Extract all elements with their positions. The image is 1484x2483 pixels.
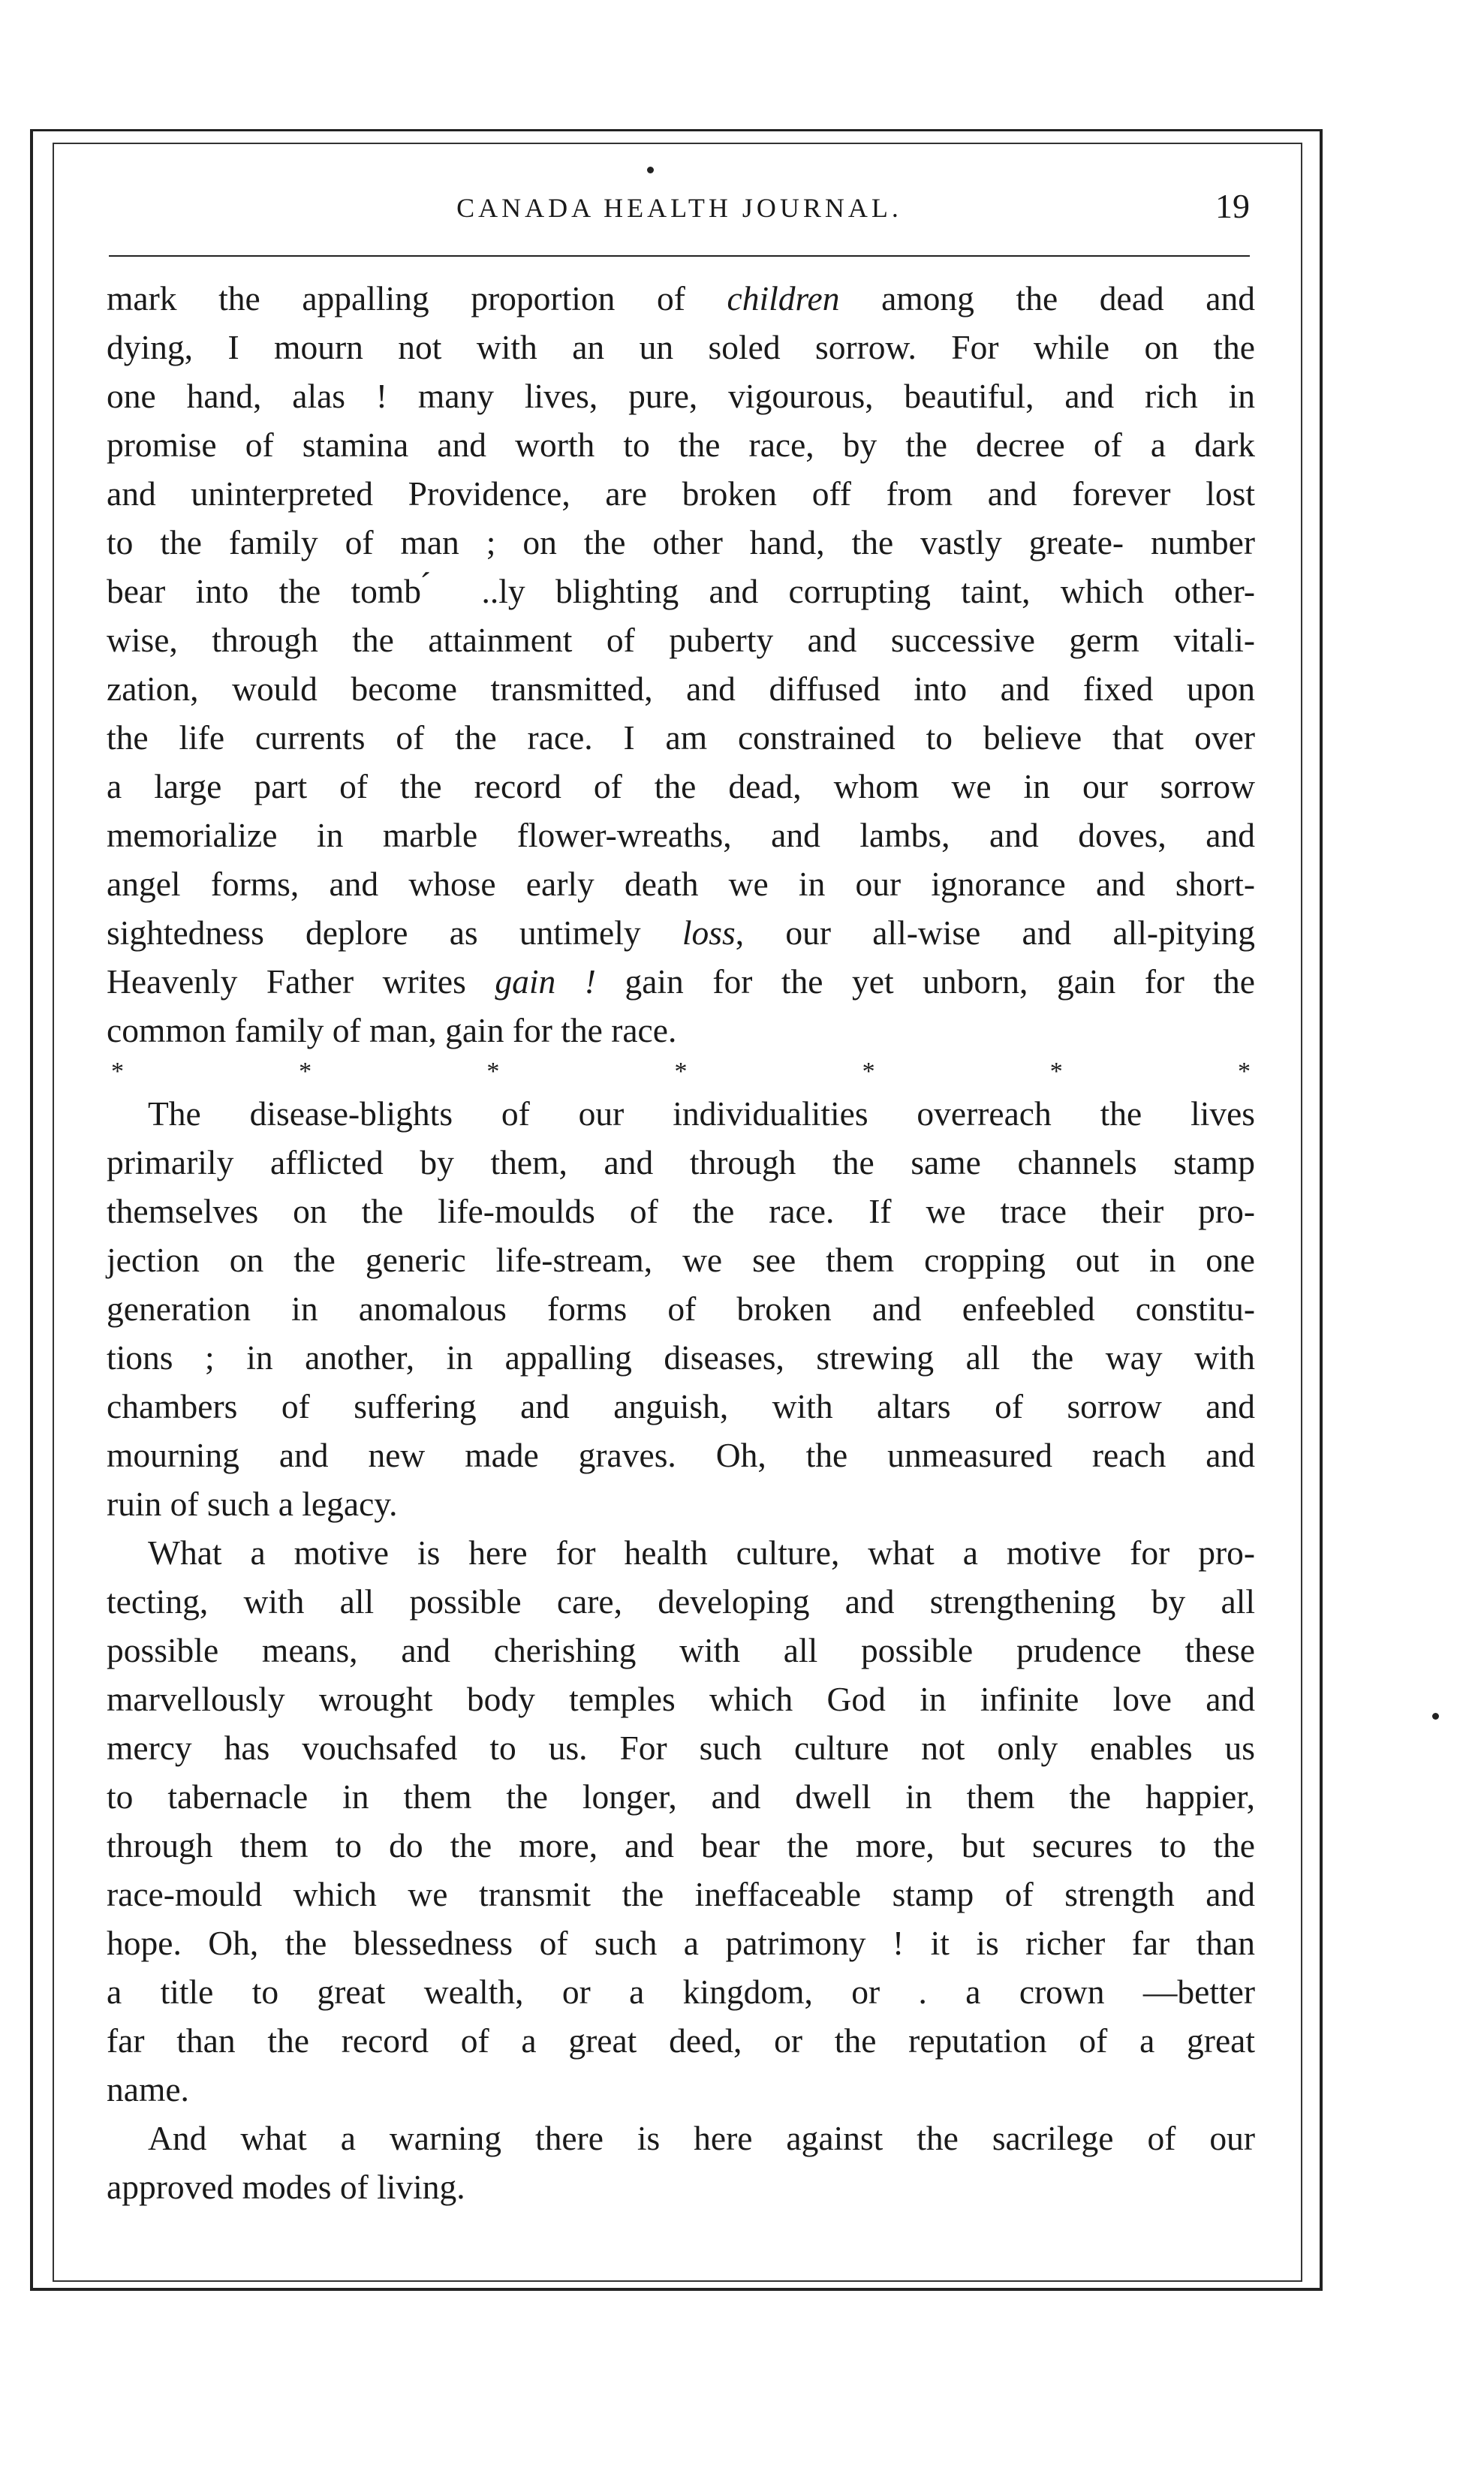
paragraph-2 xyxy=(107,1089,1255,1528)
star-mark: * xyxy=(862,1058,875,1085)
text-line xyxy=(107,1528,1255,1577)
star-mark: * xyxy=(111,1058,124,1085)
text-line xyxy=(107,1006,1255,1055)
text-segment: the life currents of the race. I am constrained to believe that over xyxy=(107,718,1255,757)
star-mark: * xyxy=(674,1058,688,1085)
text-segment: to the family of man ; on the other hand, the vastly greate- number xyxy=(107,523,1255,561)
text-segment: dying, I mourn not with an un soled sorrow. For while on the xyxy=(107,328,1255,366)
print-speck xyxy=(647,167,654,173)
text-line xyxy=(107,2162,1255,2211)
text-segment: mark the appalling proportion of xyxy=(107,279,727,318)
text-segment: to tabernacle in them the longer, and dwell in them the happier, xyxy=(107,1777,1255,1816)
text-line xyxy=(107,518,1255,567)
text-line xyxy=(107,859,1255,908)
star-mark: * xyxy=(1237,1058,1251,1085)
text-line xyxy=(107,2065,1255,2114)
text-line xyxy=(107,1870,1255,1919)
print-speck xyxy=(1432,1713,1439,1720)
text-segment: And what a warning there is here against the sacrilege of our xyxy=(148,2119,1255,2157)
text-segment: mercy has vouchsafed to us. For such culture not only enables us xyxy=(107,1729,1255,1767)
text-segment: jection on the generic life-stream, we see them cropping out in one xyxy=(107,1241,1255,1279)
text-line xyxy=(107,1577,1255,1626)
text-line xyxy=(107,1967,1255,2016)
text-segment: ruin of such a legacy. xyxy=(107,1485,398,1523)
text-line xyxy=(107,811,1255,859)
paragraph-1 xyxy=(107,274,1255,1055)
text-line xyxy=(107,1479,1255,1528)
text-line xyxy=(107,1138,1255,1187)
text-segment: zation, would become transmitted, and diffused into and fixed upon xyxy=(107,670,1255,708)
text-line xyxy=(107,615,1255,664)
text-segment: and uninterpreted Providence, are broken off from and forever lost xyxy=(107,474,1255,513)
text-line xyxy=(107,567,1255,615)
text-line xyxy=(107,713,1255,762)
text-line xyxy=(107,274,1255,323)
text-line xyxy=(107,2016,1255,2065)
text-segment: wise, through the attainment of puberty and successive germ vitali- xyxy=(107,621,1255,659)
text-line xyxy=(107,908,1255,957)
text-segment: The disease-blights of our individualities overreach the lives xyxy=(148,1094,1255,1133)
text-segment: one hand, alas ! many lives, pure, vigourous, beautiful, and rich in xyxy=(107,377,1255,415)
text-segment: angel forms, and whose early death we in our ignorance and short- xyxy=(107,865,1255,903)
italic-word: gain ! xyxy=(495,962,596,1001)
text-line xyxy=(107,1675,1255,1723)
section-break-stars xyxy=(107,1055,1255,1089)
text-segment: What a motive is here for health culture, what a motive for pro- xyxy=(148,1533,1255,1572)
paragraph-4 xyxy=(107,2114,1255,2211)
text-line xyxy=(107,420,1255,469)
text-segment: possible means, and cherishing with all possible prudence these xyxy=(107,1631,1255,1669)
text-segment: a large part of the record of the dead, whom we in our sorrow xyxy=(107,767,1255,805)
text-segment: through them to do the more, and bear the more, but secures to the xyxy=(107,1826,1255,1865)
star-mark: * xyxy=(299,1058,312,1085)
journal-title: CANADA HEALTH JOURNAL. xyxy=(456,193,902,223)
text-segment: hope. Oh, the blessedness of such a patrimony ! it is richer far than xyxy=(107,1924,1255,1962)
header-rule xyxy=(109,255,1250,257)
text-segment: far than the record of a great deed, or the reputation of a great xyxy=(107,2021,1255,2060)
text-segment: sightedness deplore as untimely xyxy=(107,913,682,952)
text-line xyxy=(107,957,1255,1006)
text-segment: memorialize in marble flower-wreaths, and lambs, and doves, and xyxy=(107,816,1255,854)
text-segment: approved modes of living. xyxy=(107,2168,465,2206)
running-header xyxy=(109,187,1250,245)
star-mark: * xyxy=(486,1058,500,1085)
text-line xyxy=(107,664,1255,713)
text-segment: bear into the tomb ́ ..ly blighting and corrupting taint, which other- xyxy=(107,572,1255,610)
text-line xyxy=(107,1235,1255,1284)
text-segment: gain for the yet unborn, gain for the xyxy=(595,962,1255,1001)
text-line xyxy=(107,1333,1255,1382)
text-line xyxy=(107,1919,1255,1967)
text-line xyxy=(107,372,1255,420)
text-segment: themselves on the life-moulds of the race. If we trace their pro- xyxy=(107,1192,1255,1230)
text-segment: Heavenly Father writes xyxy=(107,962,495,1001)
text-segment: name. xyxy=(107,2070,189,2108)
text-segment: common family of man, gain for the race. xyxy=(107,1011,677,1049)
text-line xyxy=(107,1284,1255,1333)
text-line xyxy=(107,1382,1255,1431)
text-segment: tecting, with all possible care, developing and strengthening by all xyxy=(107,1582,1255,1621)
text-line xyxy=(107,469,1255,518)
text-segment: promise of stamina and worth to the race, by the decree of a dark xyxy=(107,426,1255,464)
text-segment: chambers of suffering and anguish, with altars of sorrow and xyxy=(107,1387,1255,1425)
text-segment: generation in anomalous forms of broken and enfeebled constitu- xyxy=(107,1290,1255,1328)
text-line xyxy=(107,2114,1255,2162)
paragraph-3 xyxy=(107,1528,1255,2114)
text-segment: race-mould which we transmit the ineffaceable stamp of strength and xyxy=(107,1875,1255,1913)
text-segment: , our all-wise and all-pitying xyxy=(735,913,1256,952)
text-line xyxy=(107,323,1255,372)
text-segment: marvellously wrought body temples which God in infinite love and xyxy=(107,1680,1255,1718)
star-mark: * xyxy=(1049,1058,1063,1085)
text-line xyxy=(107,1431,1255,1479)
text-segment: primarily afflicted by them, and through the same channels stamp xyxy=(107,1143,1255,1181)
body-text xyxy=(107,274,1255,2211)
text-line xyxy=(107,1089,1255,1138)
text-line xyxy=(107,1723,1255,1772)
text-segment: a title to great wealth, or a kingdom, or . a crown —better xyxy=(107,1973,1255,2011)
page-number: 19 xyxy=(1215,187,1250,225)
text-line xyxy=(107,1626,1255,1675)
text-segment: tions ; in another, in appalling diseases, strewing all the way with xyxy=(107,1338,1255,1377)
text-line xyxy=(107,762,1255,811)
text-line xyxy=(107,1772,1255,1821)
text-segment: mourning and new made graves. Oh, the unmeasured reach and xyxy=(107,1436,1255,1474)
italic-word: children xyxy=(727,279,840,318)
text-line xyxy=(107,1821,1255,1870)
text-segment: among the dead and xyxy=(839,279,1255,318)
italic-word: loss xyxy=(682,913,736,952)
text-line xyxy=(107,1187,1255,1235)
